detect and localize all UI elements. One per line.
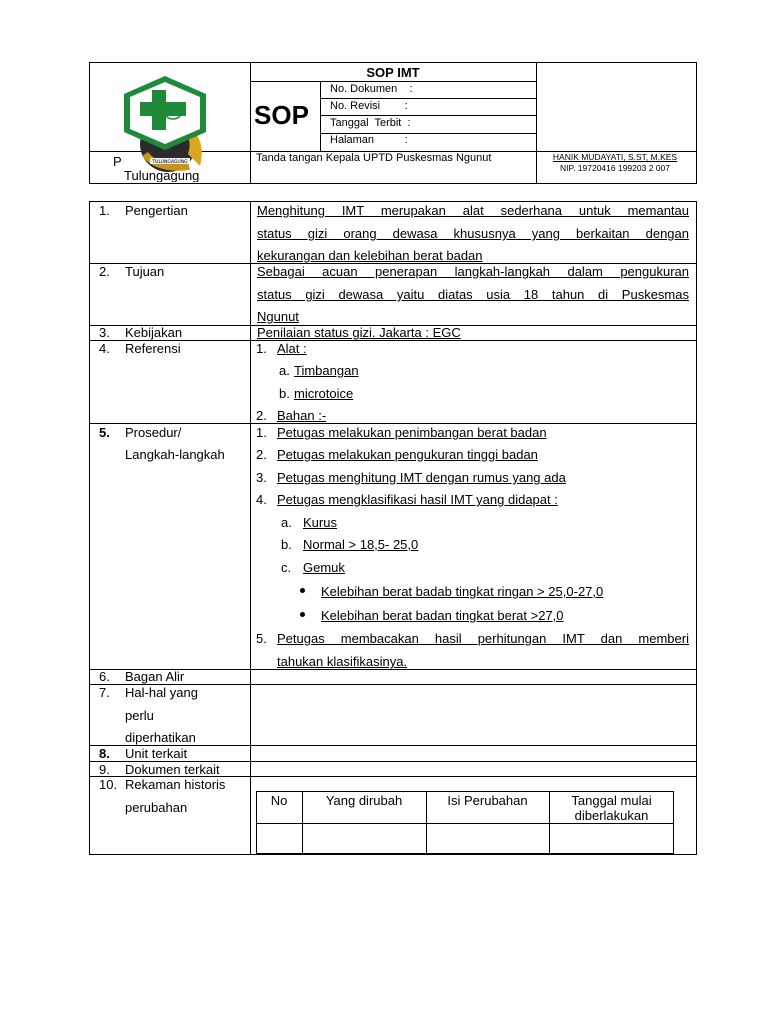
bullet-icon bbox=[300, 588, 305, 593]
bullet-icon bbox=[300, 612, 305, 617]
pengertian-line: status gizi orang dewasa khususnya yang berkaitan dengan bbox=[257, 226, 689, 241]
meta-no-revisi: No. Revisi : bbox=[330, 100, 408, 112]
list-number: 1. bbox=[256, 425, 267, 440]
procedure-step: Petugas menghitung IMT dengan rumus yang ada bbox=[277, 470, 566, 485]
alat-item-microtoice: microtoice bbox=[294, 386, 354, 401]
list-number: 4. bbox=[256, 492, 267, 507]
row-label-hal: diperhatikan bbox=[125, 730, 196, 745]
list-letter: b. bbox=[281, 537, 292, 552]
row-label-tujuan: Tujuan bbox=[125, 264, 165, 279]
pengertian-line: kekurangan dan kelebihan berat badan bbox=[257, 248, 483, 263]
row-label-pengertian: Pengertian bbox=[125, 203, 188, 218]
bahan-label: Bahan :- bbox=[277, 408, 327, 423]
alat-item-timbangan: Timbangan bbox=[294, 363, 359, 378]
pengertian-line: Menghitung IMT merupakan alat sederhana untuk memantau bbox=[257, 203, 689, 218]
row-label-kebijakan: Kebijakan bbox=[125, 325, 183, 340]
doc-title: SOP IMT bbox=[366, 65, 420, 80]
alat-label: Alat : bbox=[277, 341, 307, 356]
row-label-bagan-alir: Bagan Alir bbox=[125, 669, 185, 684]
row-number: 4. bbox=[99, 341, 110, 356]
row-label-rekaman: Rekaman historis bbox=[125, 777, 226, 792]
list-number: 3. bbox=[256, 470, 267, 485]
row-label-hal: Hal-hal yang bbox=[125, 685, 198, 700]
row-number: 7. bbox=[99, 685, 110, 700]
history-header-isi-perubahan: Isi Perubahan bbox=[447, 793, 528, 808]
procedure-step: Petugas melakukan pengukuran tinggi badan bbox=[277, 447, 538, 462]
row-number: 8. bbox=[99, 746, 110, 761]
row-number: 9. bbox=[99, 762, 110, 777]
row-label-referensi: Referensi bbox=[125, 341, 181, 356]
history-header-no: No bbox=[270, 793, 288, 808]
list-number: 1. bbox=[256, 341, 267, 356]
tujuan-line: status gizi dewasa yaitu diatas usia 18 tahun di Puskesmas bbox=[257, 287, 689, 302]
procedure-step-cont: tahukan klasifikasinya. bbox=[277, 654, 408, 669]
row-number: 1. bbox=[99, 203, 110, 218]
list-letter: c. bbox=[281, 560, 292, 575]
tujuan-line: Sebagai acuan penerapan langkah-langkah dalam pengukuran bbox=[257, 264, 689, 279]
kebijakan-text: Penilaian status gizi. Jakarta : EGC bbox=[257, 325, 461, 340]
meta-halaman: Halaman : bbox=[330, 134, 408, 146]
list-number: 2. bbox=[256, 408, 267, 423]
procedure-step: Petugas membacakan hasil perhitungan IMT dan memberi bbox=[277, 631, 689, 646]
signer-name: HANIK MUDAYATI, S.ST, M.KES bbox=[552, 152, 678, 162]
list-number: 5. bbox=[256, 631, 267, 646]
org-partial: Tulungagung bbox=[124, 168, 200, 182]
class-gemuk: Gemuk bbox=[303, 560, 345, 575]
class-normal: Normal > 18,5- 25,0 bbox=[303, 537, 419, 552]
history-header-yang-dirubah: Yang dirubah bbox=[325, 793, 403, 808]
history-header-tanggal: Tanggal mulai bbox=[571, 793, 652, 808]
row-label-hal: perlu bbox=[125, 708, 154, 723]
meta-no-dokumen: No. Dokumen : bbox=[330, 83, 413, 95]
row-number: 3. bbox=[99, 325, 110, 340]
svg-text:TULUNGAGUNG: TULUNGAGUNG bbox=[152, 160, 188, 165]
puskesmas-logo bbox=[118, 74, 214, 174]
class-kurus: Kurus bbox=[303, 515, 337, 530]
list-number: 2. bbox=[256, 447, 267, 462]
row-number: 5. bbox=[99, 425, 110, 440]
class-gemuk-ringan: Kelebihan berat badab tingkat ringan > 25,0-27,0 bbox=[321, 584, 604, 599]
row-label-langkah: Langkah-langkah bbox=[125, 447, 225, 462]
class-gemuk-berat: Kelebihan berat badan tingkat berat >27,0 bbox=[321, 608, 564, 623]
meta-tanggal-terbit: Tanggal Terbit : bbox=[330, 117, 411, 129]
sop-label: SOP bbox=[254, 100, 309, 130]
row-number: 6. bbox=[99, 669, 110, 684]
procedure-step: Petugas mengklasifikasi hasil IMT yang didapat : bbox=[277, 492, 558, 507]
list-letter: a. bbox=[279, 363, 290, 378]
list-letter: a. bbox=[281, 515, 292, 530]
list-letter: b. bbox=[279, 386, 290, 401]
row-number: 10. bbox=[99, 777, 118, 792]
org-partial-top: P bbox=[113, 154, 122, 169]
procedure-step: Petugas melakukan penimbangan berat badan bbox=[277, 425, 547, 440]
row-label-dokumen-terkait: Dokumen terkait bbox=[125, 762, 220, 777]
row-label-rekaman: perubahan bbox=[125, 800, 188, 815]
row-number: 2. bbox=[99, 264, 110, 279]
tujuan-line: Ngunut bbox=[257, 309, 299, 324]
history-header-tanggal-cont: diberlakukan bbox=[574, 808, 649, 823]
row-label-prosedur: Prosedur/ bbox=[125, 425, 182, 440]
signer-nip: NIP. 19720416 199203 2 007 bbox=[560, 163, 670, 173]
row-label-unit-terkait: Unit terkait bbox=[125, 746, 188, 761]
signature-line: Tanda tangan Kepala UPTD Puskesmas Ngunut bbox=[256, 152, 492, 164]
